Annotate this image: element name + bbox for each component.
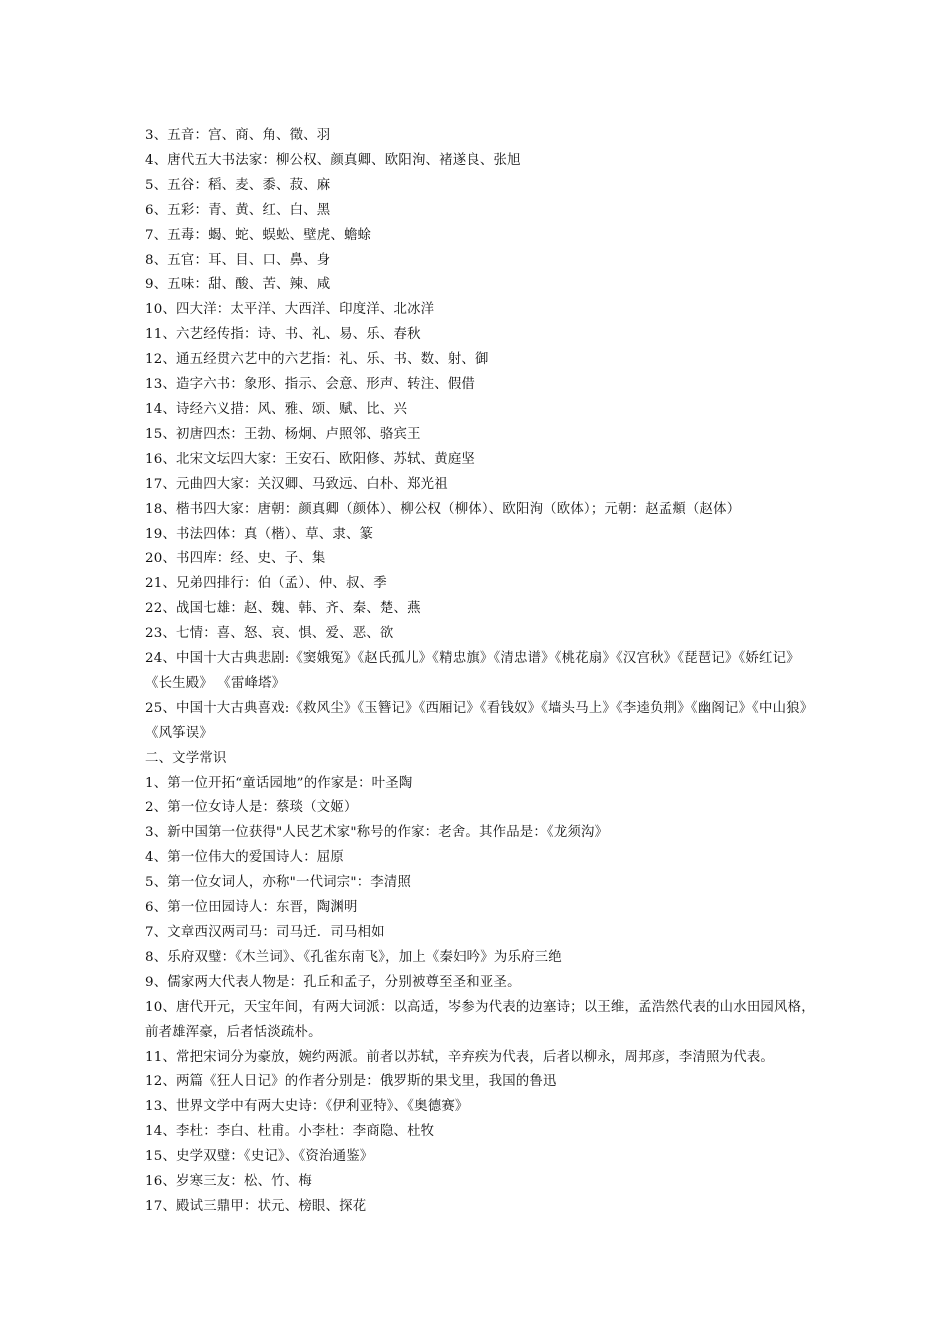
list-item: 14、诗经六义措：风、雅、颂、赋、比、兴 (145, 401, 408, 417)
list-item: 21、兄弟四排行：伯（孟）、仲、叔、季 (145, 576, 387, 592)
document-page (145, 124, 815, 1220)
list-item: 4、唐代五大书法家：柳公权、颜真卿、欧阳洵、褚遂良、张旭 (145, 152, 521, 168)
list-item: 13、造字六书：象形、指示、会意、形声、转注、假借 (145, 377, 476, 393)
section-heading: 二、文学常识 (145, 750, 227, 766)
list-item: 7、五毒：蝎、蛇、蜈蚣、壁虎、蟾蜍 (145, 227, 372, 243)
list-item: 10、四大洋：太平洋、大西洋、印度洋、北冰洋 (145, 302, 435, 318)
list-item: 11、六艺经传指：诗、书、礼、易、乐、春秋 (145, 327, 421, 343)
list-item: 9、儒家两大代表人物是：孔丘和孟子，分别被尊至圣和亚圣。 (145, 974, 521, 990)
list-item: 7、文章西汉两司马：司马迁．司马相如 (145, 925, 385, 940)
list-item: 22、战国七雄：赵、魏、韩、齐、秦、楚、燕 (145, 601, 421, 617)
list-item: 19、书法四体：真（楷）、草、隶、篆 (145, 526, 374, 542)
list-item: 6、第一位田园诗人：东晋，陶渊明 (145, 900, 358, 916)
list-item: 1、第一位开拓“童话园地”的作家是：叶圣陶 (145, 775, 413, 791)
list-item: 3、新中国第一位获得"人民艺术家"称号的作家：老舍。其作品是：《龙须沟》 (145, 825, 609, 841)
list-item: 8、五官：耳、目、口、鼻、身 (145, 252, 331, 268)
list-item: 4、第一位伟大的爱国诗人：屈原 (145, 850, 344, 866)
list-item: 17、元曲四大家：关汉卿、马致远、白朴、郑光祖 (145, 476, 448, 492)
list-item-comedies: 25、中国十大古典喜戏:《救风尘》《玉簪记》《西厢记》《看钱奴》《墙头马上》《李逵负荆》《幽阁记》《中山狼》《风筝误》 (145, 700, 814, 741)
list-item: 9、五味：甜、酸、苦、辣、咸 (145, 277, 331, 293)
list-item: 5、第一位女词人，亦称"一代词宗"：李清照 (145, 875, 412, 891)
list-item: 5、五谷：稻、麦、黍、菽、麻 (145, 177, 331, 193)
list-item: 8、乐府双璧：《木兰词》、《孔雀东南飞》，加上《秦妇吟》为乐府三绝 (145, 949, 562, 965)
list-item: 16、岁寒三友：松、竹、梅 (145, 1174, 312, 1190)
list-item: 3、五音：宫、商、角、徵、羽 (145, 128, 331, 143)
list-item: 20、书四库：经、史、子、集 (145, 551, 326, 567)
list-item-tragedies: 24、中国十大古典悲剧:《窦娥冤》《赵氏孤儿》《精忠旗》《清忠谱》《桃花扇》《汉宫秋》《琵琶记》《娇红记》《长生殿》 《雷峰塔》 (145, 651, 800, 691)
list-item: 2、第一位女诗人是：蔡琰（文姬） (145, 800, 358, 816)
list-item: 23、七情：喜、怒、哀、惧、爱、恶、欲 (145, 626, 394, 642)
list-item: 13、世界文学中有两大史诗：《伊利亚特》、《奥德赛》 (145, 1099, 469, 1115)
list-item: 11、常把宋词分为豪放，婉约两派。前者以苏轼，辛弃疾为代表，后者以柳永，周邦彦，李清照为代表。 (145, 1049, 775, 1065)
list-item: 14、李杜：李白、杜甫。小李杜：李商隐、杜牧 (145, 1124, 435, 1140)
list-item: 12、两篇《狂人日记》的作者分别是：俄罗斯的果戈里，我国的鲁迅 (145, 1074, 557, 1090)
list-item: 15、初唐四杰：王勃、杨炯、卢照邻、骆宾王 (145, 426, 421, 442)
list-item: 6、五彩：青、黄、红、白、黑 (145, 202, 331, 218)
list-item: 17、殿试三鼎甲：状元、榜眼、探花 (145, 1198, 367, 1214)
list-item: 18、楷书四大家：唐朝：颜真卿（颜体）、柳公权（柳体）、欧阳洵（欧体）；元朝：赵孟頫（赵体） (145, 501, 741, 517)
list-item: 16、北宋文坛四大家：王安石、欧阳修、苏轼、黄庭坚 (145, 451, 476, 467)
list-item: 15、史学双璧：《史记》、《资治通鉴》 (145, 1149, 374, 1165)
list-item: 12、通五经贯六艺中的六艺指：礼、乐、书、数、射、御 (145, 352, 489, 368)
list-item-tang-poetry: 10、唐代开元，天宝年间，有两大词派：以高适，岑参为代表的边塞诗；以王维，孟浩然代表的山水田园风格，前者雄浑豪，后者恬淡疏朴。 (145, 999, 815, 1040)
